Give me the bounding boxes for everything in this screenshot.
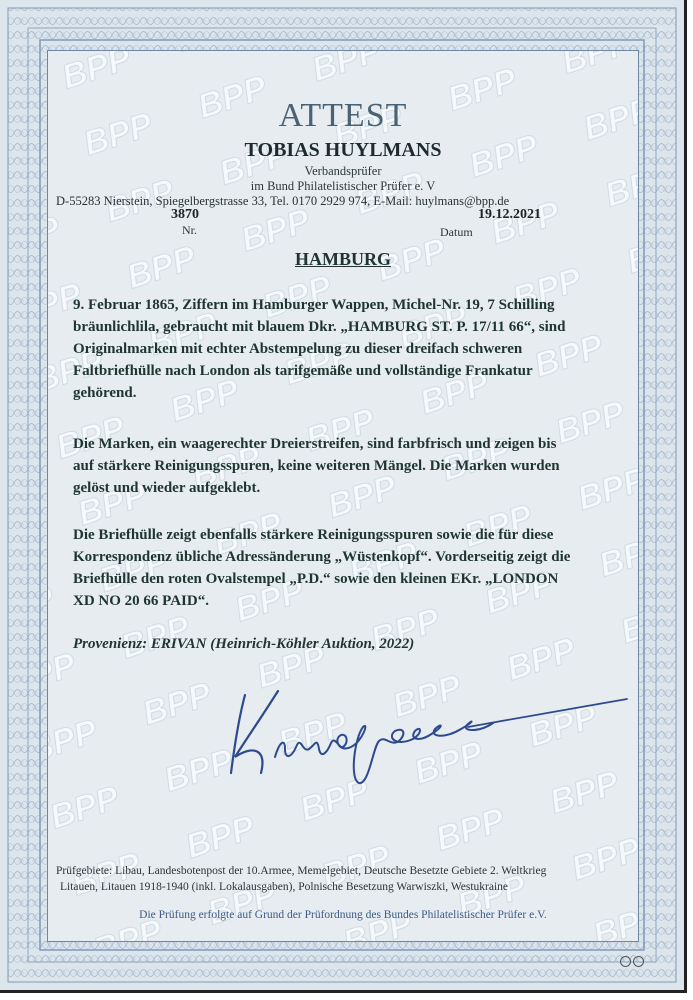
paragraph-line: Korrespondenz übliche Adressänderung „Wüstenkopf“. Vorderseitig zeigt die bbox=[73, 549, 571, 565]
paragraph-line: Briefhülle den roten Ovalstempel „P.D.“ sowie den kleinen EKr. „LONDON bbox=[73, 571, 559, 587]
certificate-date: 19.12.2021 bbox=[478, 207, 541, 222]
examiner-signature bbox=[223, 687, 633, 787]
exam-regulation-note: Die Prüfung erfolgte auf Grund der Prüfordnung des Bundes Philatelistischer Prüfer e.V. bbox=[139, 909, 547, 921]
number-label: Nr. bbox=[182, 223, 197, 237]
paragraph-line: gehörend. bbox=[73, 385, 137, 401]
paragraph-line: Faltbriefhülle nach London als tarifgemäße und vollständige Frankatur bbox=[73, 363, 533, 379]
examiner-name: TOBIAS HUYLMANS bbox=[244, 139, 442, 161]
certificate-number: 3870 bbox=[171, 207, 199, 222]
exam-areas-line-1: Prüfgebiete: Libau, Landesbotenpost der 10.Armee, Memelgebiet, Deutsche Besetzte Gebiete 2. Weltkrieg bbox=[56, 865, 547, 877]
certificate-title: ATTEST bbox=[278, 97, 408, 134]
paragraph-line: Die Marken, ein waagerechter Dreierstreifen, sind farbfrisch und zeigen bis bbox=[73, 436, 557, 452]
description-paragraph-3 bbox=[73, 524, 629, 612]
date-label: Datum bbox=[440, 225, 473, 239]
examiner-role: Verbandsprüfer bbox=[304, 164, 382, 178]
examiner-address: D-55283 Nierstein, Spiegelbergstrasse 33, Tel. 0170 2929 974, E-Mail: huylmans@bpp.de bbox=[56, 194, 510, 208]
certificate-body bbox=[47, 50, 639, 942]
paragraph-line: Originalmarken mit echter Abstempelung zu dieser dreifach schweren bbox=[73, 341, 523, 357]
paragraph-line: gelöst und wieder aufgeklebt. bbox=[73, 480, 261, 496]
collecting-area-heading: HAMBURG bbox=[295, 249, 391, 269]
paragraph-line: bräunlichlila, gebraucht mit blauem Dkr. „HAMBURG ST. P. 17/11 66“, sind bbox=[73, 319, 566, 335]
paragraph-line: auf stärkere Reinigungsspuren, keine weiteren Mängel. Die Marken wurden bbox=[73, 458, 560, 474]
description-paragraph-2 bbox=[73, 433, 629, 499]
paragraph-line: Die Briefhülle zeigt ebenfalls stärkere Reinigungsspuren sowie die für diese bbox=[73, 527, 554, 543]
printer-logo-icon bbox=[620, 956, 644, 967]
provenance-note: Provenienz: ERIVAN (Heinrich-Köhler Auktion, 2022) bbox=[73, 636, 415, 652]
examiner-association: im Bund Philatelistischer Prüfer e. V bbox=[250, 179, 436, 193]
paragraph-line: 9. Februar 1865, Ziffern im Hamburger Wappen, Michel-Nr. 19, 7 Schilling bbox=[73, 297, 555, 313]
description-paragraph-1 bbox=[73, 294, 629, 404]
exam-areas-line-2: Litauen, Litauen 1918-1940 (inkl. Lokalausgaben), Polnische Besetzung Warwiszki, Westukraine bbox=[60, 881, 509, 893]
paragraph-line: XD NO 20 66 PAID“. bbox=[73, 593, 209, 609]
